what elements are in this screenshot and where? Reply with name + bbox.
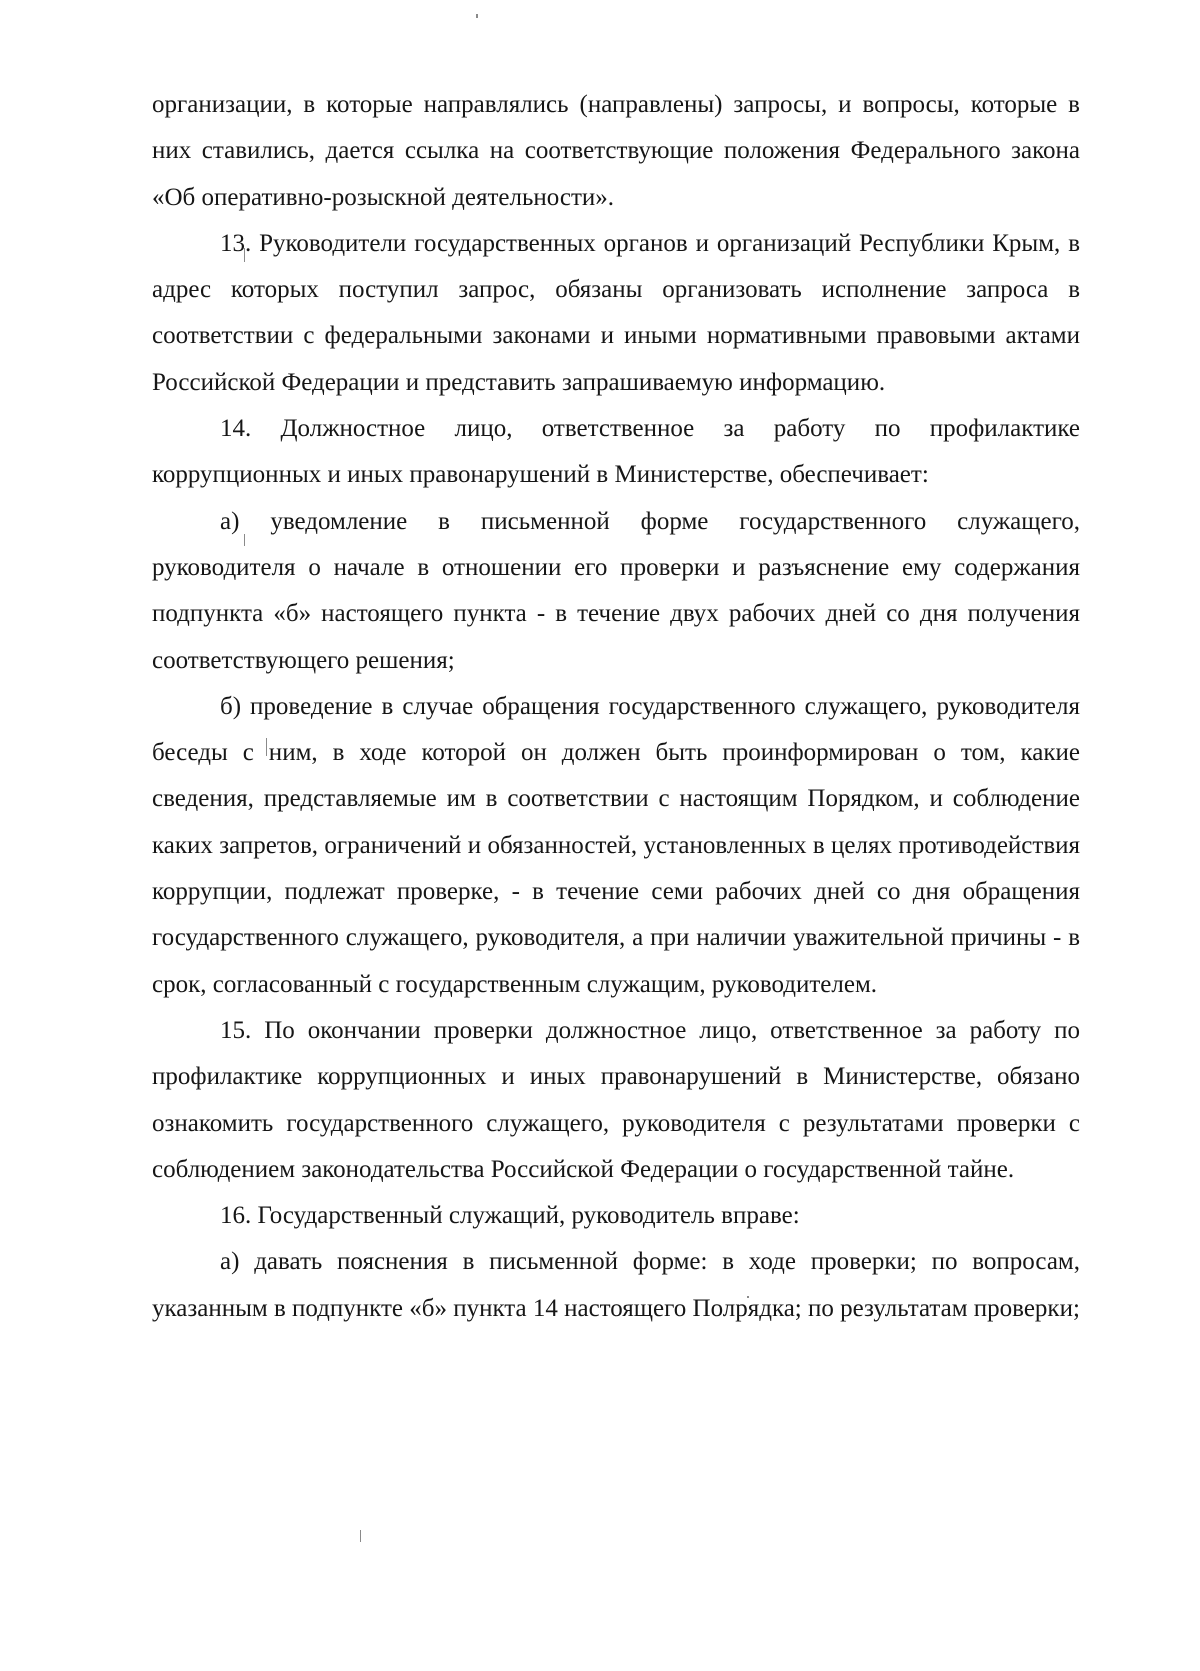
document-body [152, 82, 1080, 1332]
paragraph-continuation: организации, в которые направлялись (направлены) запросы, и вопросы, которые в них ставились, дается ссылка на соответствующие положения Федерального закона «Об оперативно-розыскной деятельности». [152, 91, 1080, 211]
paragraph-16a: а) давать пояснения в письменной форме: в ходе проверки; по вопросам, указанным в подпункте «б» пункта 14 настоящего Полрядка; по результатам проверки; [152, 1248, 1080, 1322]
paragraph-14a: а) уведомление в письменной форме государственного служащего, руководителя о начале в отношении его проверки и разъяснение ему содержания подпункта «б» настоящего пункта - в течение двух рабочих дней со дня получения соответствующего решения; [152, 507, 1080, 674]
paragraph-15: 15. По окончании проверки должностное лицо, ответственное за работу по профилактике коррупционных и иных правонарушений в Министерстве, обязано ознакомить государственного служащего, руководителя с результатами проверки с соблюдением законодательства Российской Федерации о государственной тайне. [152, 1016, 1080, 1183]
paragraph-13: 13. Руководители государственных органов и организаций Республики Крым, в адрес которых поступил запрос, обязаны организовать исполнение запроса в соответствии с федеральными законами и иными нормативными правовыми актами Российской Федерации и представить запрашиваемую информацию. [152, 229, 1080, 396]
scan-artifact [476, 14, 478, 18]
paragraph-16: 16. Государственный служащий, руководитель вправе: [220, 1202, 800, 1230]
scan-artifact [360, 1530, 361, 1542]
paragraph-14b: б) проведение в случае обращения государственного служащего, руководителя беседы с ним, в ходе которой он должен быть проинформирован о том, какие сведения, представляемые им в соответствии с настоящим Порядком, и соблюдение каких запретов, ограничений и обязанностей, установленных в целях противодействия коррупции, подлежат проверке, - в течение семи рабочих дней со дня обращения государственного служащего, руководителя, а при наличии уважительной причины - в срок, согласованный с государственным служащим, руководителем. [152, 692, 1080, 998]
paragraph-14: 14. Должностное лицо, ответственное за работу по профилактике коррупционных и иных правонарушений в Министерстве, обеспечивает: [152, 415, 1080, 489]
